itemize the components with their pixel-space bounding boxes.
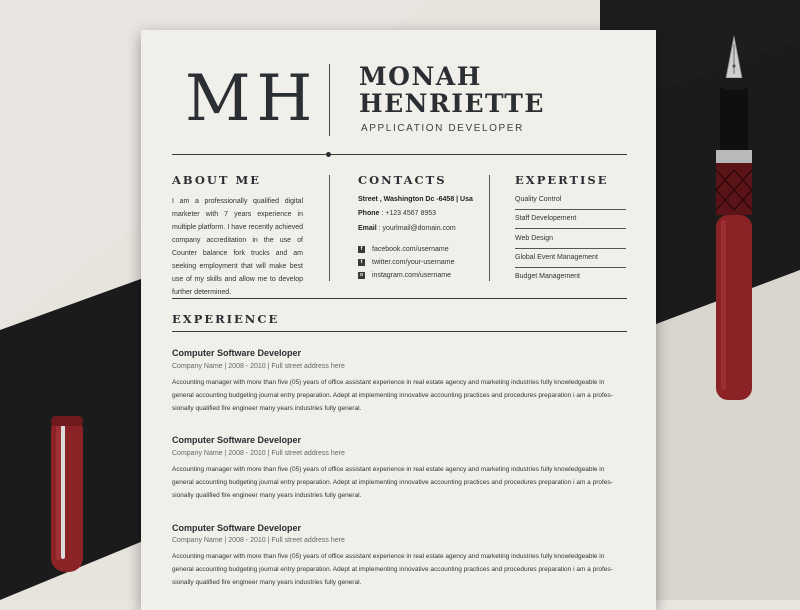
facebook-link[interactable]: facebook.com/username	[372, 246, 449, 253]
header-divider	[329, 64, 330, 136]
resume-paper	[141, 30, 656, 610]
experience-heading: EXPERIENCE	[172, 312, 280, 326]
social-instagram[interactable]	[358, 272, 451, 279]
contact-street	[358, 196, 473, 203]
experience-rule	[172, 331, 627, 332]
email-label: Email	[358, 225, 377, 232]
expertise-item: Budget Management	[515, 273, 580, 280]
contact-phone	[358, 210, 436, 217]
email-value: : yourlmail@domain.com	[376, 225, 456, 232]
twitter-icon: t	[358, 259, 365, 266]
about-text: I am a professionally qualified digital marketer with 7 years experience in multiple platform. I have recently achieved company accreditation in the use of Counter balance fork trucks and am seeking employment that will make best use of my skills and allow me to develop further determined.	[172, 198, 303, 296]
job-description: Accounting manager with more than five (05) years of office assistant experience in real estate agency and marketing industries fully knowledgeable in general accounting budgeting journal entry preparation. Adept at implementing innovative accounting practices and procedures preparation i am a profes- sionally qualified fire engineer many years industries fully general.	[172, 466, 613, 499]
job-meta: Company Name | 2008 - 2010 | Full street address here	[172, 450, 345, 457]
phone-value: : +123 4567 8953	[379, 210, 437, 217]
last-name: HENRIETTE	[359, 89, 545, 118]
expertise-heading: EXPERTISE	[515, 173, 609, 187]
expertise-item: Global Event Management	[515, 254, 626, 268]
job-description: Accounting manager with more than five (05) years of office assistant experience in real estate agency and marketing industries fully knowledgeable in general accounting budgeting journal entry preparation. Adept at implementing innovative accounting practices and procedures preparation i am a profes- sionally qualified fire engineer many years industries fully general.	[172, 379, 613, 412]
column-divider-1	[329, 175, 330, 281]
section-rule	[172, 298, 627, 299]
social-facebook[interactable]	[358, 246, 449, 253]
job-meta: Company Name | 2008 - 2010 | Full street address here	[172, 363, 345, 370]
full-name	[359, 63, 545, 117]
job-title: Computer Software Developer	[172, 348, 302, 358]
job-title: Computer Software Developer	[172, 435, 302, 445]
monogram: MH	[185, 62, 319, 136]
fountain-pen	[705, 30, 765, 410]
instagram-link[interactable]: instagram.com/username	[372, 272, 451, 279]
expertise-item: Web Design	[515, 235, 626, 249]
phone-label: Phone	[358, 210, 380, 217]
job-description: Accounting manager with more than five (05) years of office assistant experience in real estate agency and marketing industries fully knowledgeable in general accounting budgeting journal entry preparation. Adept at implementing innovative accounting practices and procedures preparation i am a profes- sionally qualified fire engineer many years industries fully general.	[172, 553, 613, 586]
twitter-link[interactable]: twitter.com/your-username	[372, 259, 455, 266]
expertise-item: Staff Developement	[515, 215, 626, 229]
column-divider-2	[489, 175, 490, 281]
job-meta: Company Name | 2008 - 2010 | Full street address here	[172, 537, 345, 544]
about-heading: ABOUT ME	[172, 173, 261, 187]
social-twitter[interactable]	[358, 259, 454, 266]
street-value: , Washington Dc -6458 | Usa	[377, 196, 473, 203]
header-rule-dot	[326, 152, 331, 157]
job-title: Computer Software Developer	[172, 523, 302, 533]
header-rule	[172, 154, 627, 155]
pen-cap	[45, 412, 90, 577]
facebook-icon: f	[358, 246, 365, 253]
contact-email	[358, 225, 456, 232]
street-label: Street	[358, 196, 378, 203]
job-role: APPLICATION DEVELOPER	[361, 123, 524, 134]
instagram-icon: o	[359, 272, 364, 278]
first-name: MONAH	[359, 62, 482, 91]
expertise-item: Quality Control	[515, 196, 626, 210]
contacts-heading: CONTACTS	[358, 173, 447, 187]
